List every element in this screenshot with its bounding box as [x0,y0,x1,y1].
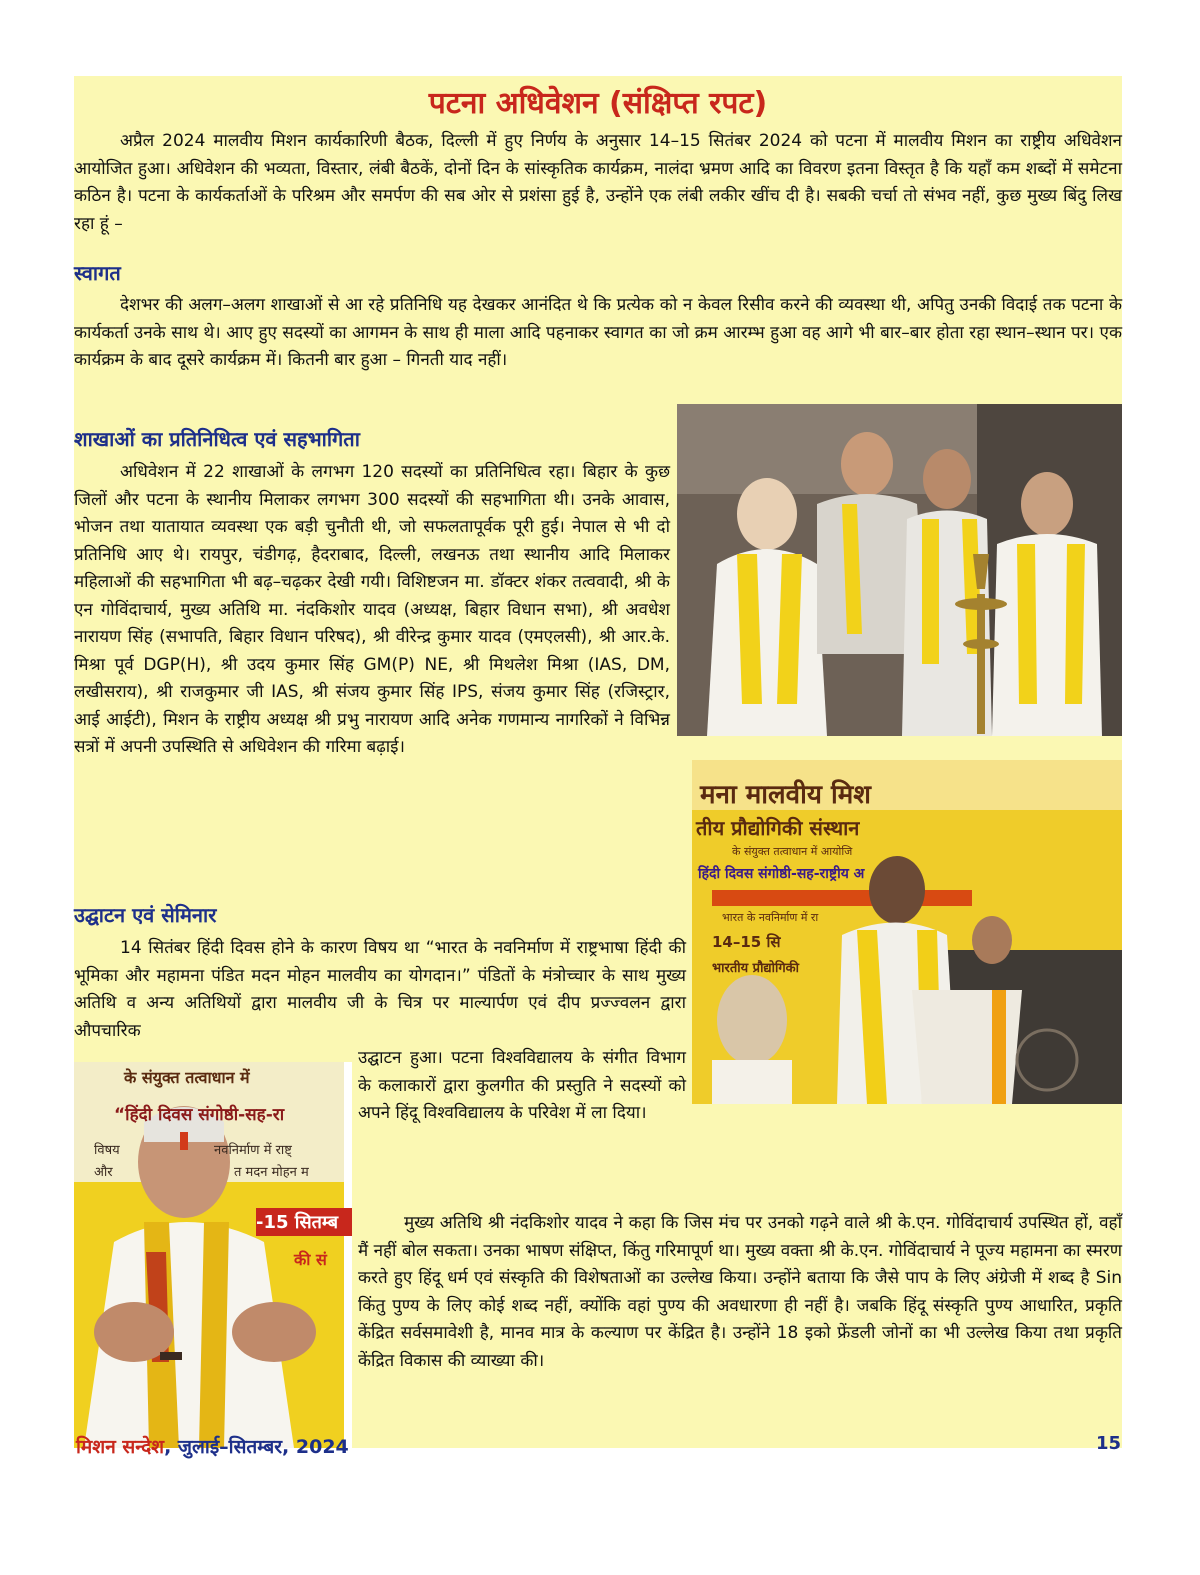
lamp-lighting-photo [677,404,1122,736]
heading-welcome: स्वागत [74,261,121,285]
banner-line: त मदन मोहन म [234,1165,309,1180]
heading-representation: शाखाओं का प्रतिनिधित्व एवं सहभागिता [74,427,360,451]
banner-line: के संयुक्त तत्वाधान में आयोजि [732,845,853,858]
page-number: 15 [1096,1433,1122,1454]
banner-line: मना मालवीय मिश [700,780,871,810]
inauguration-paragraph-b: उद्घाटन हुआ। पटना विश्वविद्यालय के संगीत विभाग के कलाकारों द्वारा कुलगीत की प्रस्तुति ने सदस्यों को अपने हिंदू विश्वविद्यालय के परिवेश में ला दिया। [358,1048,686,1123]
banner-line: भारत के नवनिर्माण में रा [722,911,819,924]
representation-paragraph: अधिवेशन में 22 शाखाओं के लगभग 120 सदस्यों का प्रतिनिधित्व रहा। बिहार के कुछ जिलों और पटना के स्थानीय मिलाकर लगभग 300 सदस्यों की सहभागिता थी। उनके आवास, भोजन तथा यातायात व्यवस्था एक बड़ी चुनौती थी, जो सफलतापूर्वक पूरी हुई। नेपाल से भी दो प्रतिनिधि आए थे। रायपुर, चंडीगढ़, हैदराबाद, दिल्ली, लखनऊ तथा स्थानीय आदि मिलाकर महिलाओं की सहभागिता भी बढ़–चढ़कर देखी गयी। विशिष्टजन मा. डॉक्टर शंकर तत्ववादी, श्री के एन गोविंदाचार्य, मुख्य अतिथि मा. नंदकिशोर यादव (अध्यक्ष, बिहार विधान सभा), श्री अवधेश नारायण सिंह (सभापति, बिहार विधान परिषद), श्री वीरेन्द्र कुमार यादव (एमएलसी), श्री आर.के. मिश्रा पूर्व DGP(H), श्री उदय कुमार सिंह GM(P) NE, श्री मिथलेश मिश्रा (IAS, DM, लखीसराय), श्री राजकुमार जी IAS, श्री संजय कुमार सिंह IPS, संजय कुमार सिंह (रजिस्ट्रार, आई आईटी), मिशन के राष्ट्रीय अध्यक्ष श्री प्रभु नारायण आदि अनेक गणमान्य नागरिकों ने विभिन्न सत्रों में अपनी उपस्थिति से अधिवेशन की गरिमा बढ़ाई। [74,462,670,757]
banner-line: हिंदी दिवस संगोष्ठी-सह-राष्ट्रीय अ [698,866,865,882]
magazine-name: मिशन सन्देश [76,1436,165,1458]
banner-line: की सं [294,1250,327,1269]
speaker-portrait-photo [74,1062,352,1448]
article-page [74,76,1122,1458]
banner-line: और [94,1165,113,1180]
banner-line: “हिंदी दिवस संगोष्ठी-सह-रा [114,1105,285,1125]
article-title: पटना अधिवेशन (संक्षिप्त रपट) [428,86,768,121]
welcome-paragraph: देशभर की अलग–अलग शाखाओं से आ रहे प्रतिनिधि यह देखकर आनंदित थे कि प्रत्येक को न केवल रिसीव करने की व्यवस्था थी, अपितु उनकी विदाई तक पटना के कार्यकर्ता उनके साथ थे। आए हुए सदस्यों का आगमन के साथ ही माला आदि पहनाकर स्वागत का जो क्रम आरम्भ हुआ वह आगे भी बार–बार होता रहा स्थान–स्थान पर। एक कार्यक्रम के बाद दूसरे कार्यक्रम में। कितनी बार हुआ – गिनती याद नहीं। [74,295,1122,370]
banner-line: नवनिर्माण में राष्ट् [214,1143,292,1158]
intro-paragraph: अप्रैल 2024 मालवीय मिशन कार्यकारिणी बैठक, दिल्ली में हुए निर्णय के अनुसार 14–15 सितंबर 2024 को पटना में मालवीय मिशन का राष्ट्रीय अधिवेशन आयोजित हुआ। अधिवेशन की भव्यता, विस्तार, लंबी बैठकें, दोनों दिन के सांस्कृतिक कार्यक्रम, नालंदा भ्रमण आदि का विवरण इतना विस्तृत है कि यहाँ कम शब्दों में समेटना कठिन है। पटना के कार्यकर्ताओं के परिश्रम और समर्पण की सब ओर से प्रशंसा हुई है, उन्होंने एक लंबी लकीर खींच दी है। सबकी चर्चा तो संभव नहीं, कुछ मुख्य बिंदु लिख रहा हूं – [74,131,1122,234]
inauguration-paragraph-a: 14 सितंबर हिंदी दिवस होने के कारण विषय था “भारत के नवनिर्माण में राष्ट्रभाषा हिंदी की भूमिका और महामना पंडित मदन मोहन मालवीय का योगदान।” पंडितों के मंत्रोच्चार के साथ मुख्य अतिथि व अन्य अतिथियों द्वारा मालवीय जी के चित्र पर माल्यार्पण एवं दीप प्रज्ज्वलन द्वारा औपचारिक [74,938,686,1041]
banner-line: के संयुक्त तत्वाधान में [124,1068,250,1087]
footer-title [76,1433,349,1459]
banner-line: भारतीय प्रौद्योगिकी [712,961,800,976]
issue-date: , जुलाई–सितम्बर, 2024 [164,1436,349,1458]
lamp-lighting-photo-icon [677,404,1122,736]
inauguration-paragraph-c: मुख्य अतिथि श्री नंदकिशोर यादव ने कहा कि जिस मंच पर उनको गढ़ने वाले श्री के.एन. गोविंदाचार्य उपस्थित हों, वहाँ मैं नहीं बोल सकता। उनका भाषण संक्षिप्त, किंतु गरिमापूर्ण था। मुख्य वक्ता श्री के.एन. गोविंदाचार्य ने पूज्य महामना का स्मरण करते हुए हिंदू धर्म एवं संस्कृति की विशेषताओं का उल्लेख किया। उन्होंने बताया कि जैसे पाप के लिए अंग्रेजी में शब्द है Sin किंतु पुण्य के लिए कोई शब्द नहीं, क्योंकि वहां पुण्य की अवधारणा ही नहीं है। जबकि हिंदू संस्कृति पुण्य आधारित, प्रकृति केंद्रित सर्वसमावेशी है, मानव मात्र के कल्याण पर केंद्रित है। उन्होंने 18 इको फ्रेंडली जोनों का भी उल्लेख किया तथा प्रकृति केंद्रित विकास की व्याख्या की। [358,1213,1122,1371]
banner-line: तीय प्रौद्योगिकी संस्थान [696,816,860,840]
podium-speech-photo [692,760,1122,1104]
heading-inauguration: उद्घाटन एवं सेमिनार [74,903,217,927]
banner-line: 14–15 सि [712,933,781,951]
banner-line: -15 सितम्ब [256,1208,352,1236]
banner-line: विषय [94,1143,120,1158]
